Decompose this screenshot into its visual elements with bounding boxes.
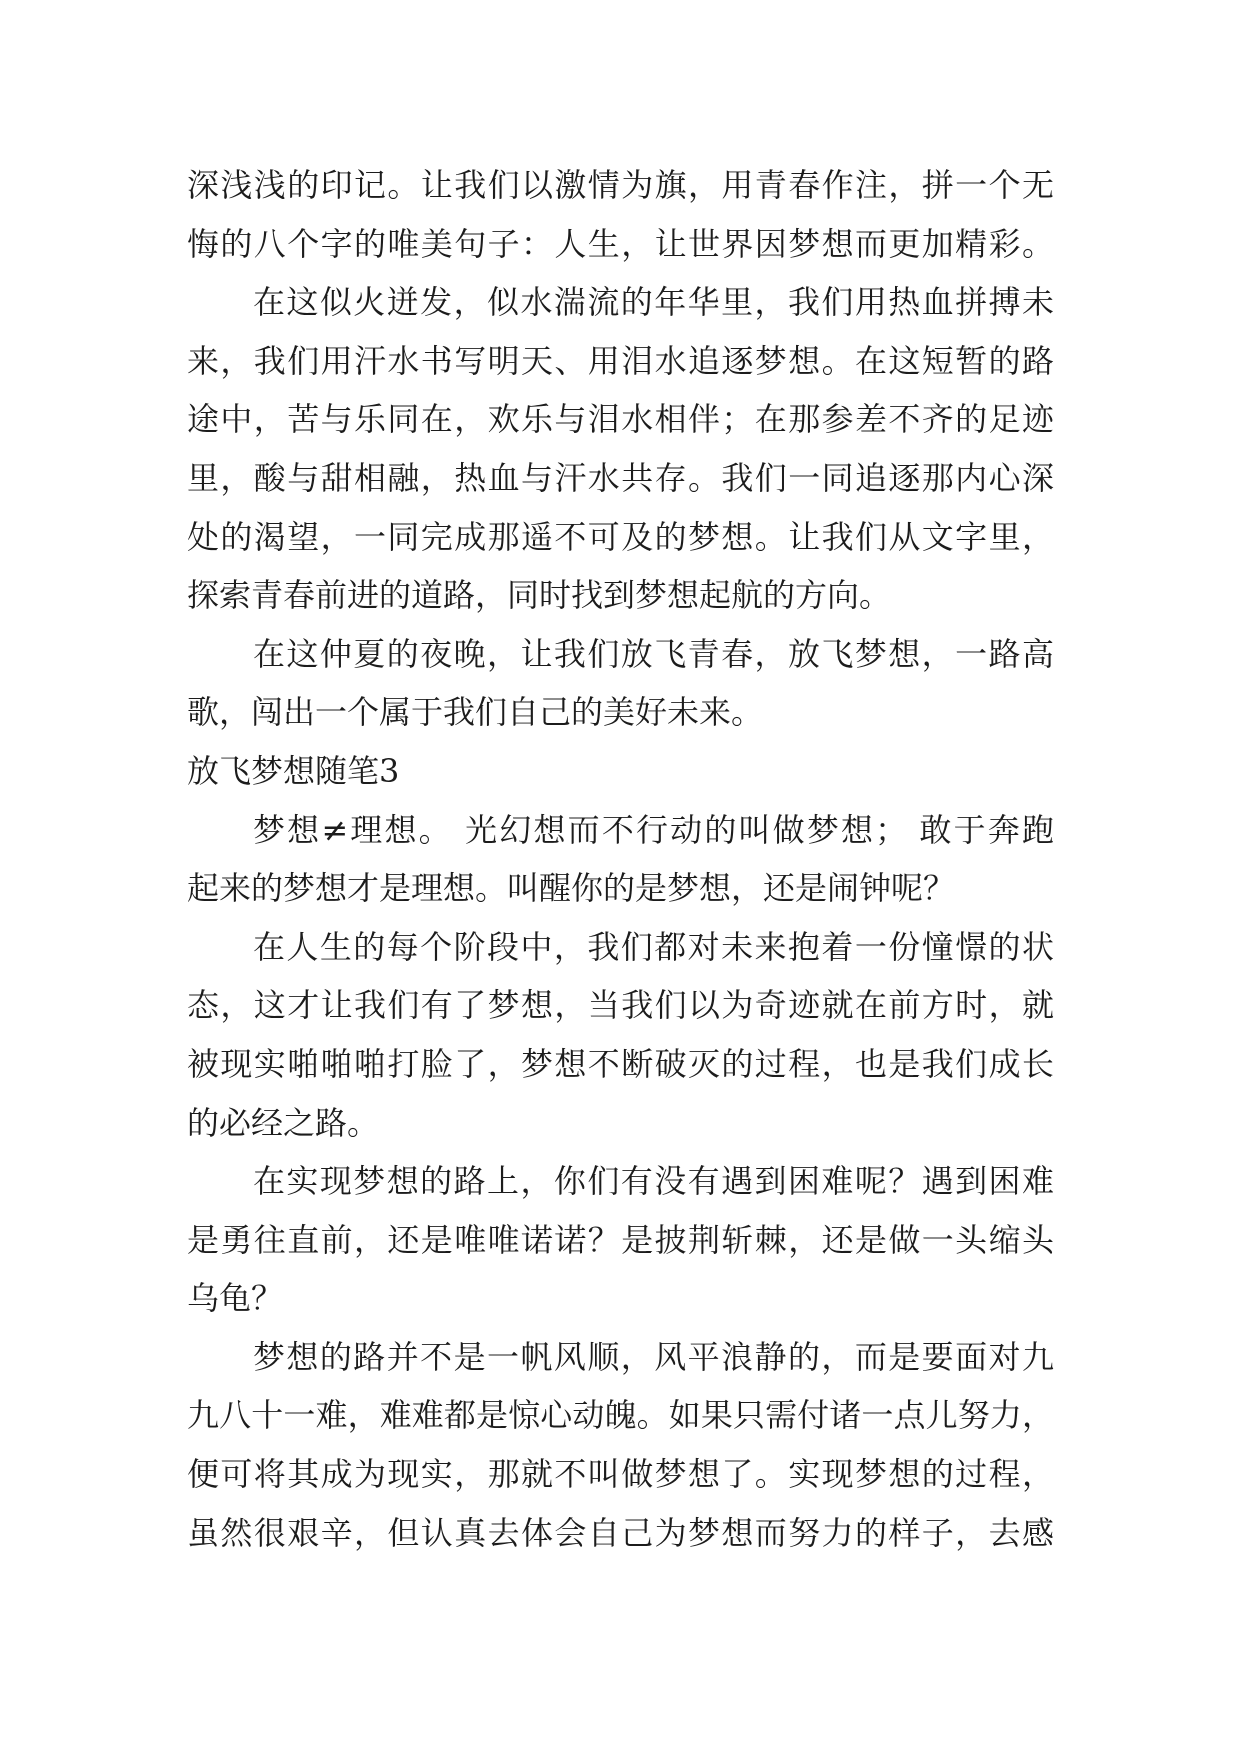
text-line: 来，我们用汗水书写明天、用泪水追逐梦想。在这短暂的路: [187, 341, 1054, 380]
text-line: 歌，闯出一个属于我们自己的美好未来。: [187, 693, 764, 732]
text-line: 在这仲夏的夜晚，让我们放飞青春，放飞梦想，一路高: [253, 634, 1054, 673]
paragraph: [187, 1328, 1054, 1562]
paragraph: [187, 273, 1054, 625]
text-line: 悔的八个字的唯美句子：人生，让世界因梦想而更加精彩。: [187, 224, 1054, 263]
text-line: 梦想的路并不是一帆风顺，风平浪静的，而是要面对九: [253, 1337, 1054, 1376]
text-line: 深浅浅的印记。让我们以激情为旗，用青春作注，拼一个无: [187, 166, 1054, 204]
text-line: 便可将其成为现实，那就不叫做梦想了。实现梦想的过程，: [187, 1455, 1054, 1494]
document-body: [187, 156, 1054, 1562]
text-line: 梦想≠理想。 光幻想而不行动的叫做梦想； 敢于奔跑: [253, 810, 1054, 849]
paragraph: [187, 625, 1054, 742]
text-line: 途中，苦与乐同在，欢乐与泪水相伴；在那参差不齐的足迹: [187, 400, 1054, 439]
text-line: 探索青春前进的道路，同时找到梦想起航的方向。: [187, 576, 892, 615]
text-line: 的必经之路。: [187, 1103, 380, 1142]
text-line: 起来的梦想才是理想。叫醒你的是梦想，还是闹钟呢？: [187, 869, 956, 908]
text-line: 里，酸与甜相融，热血与汗水共存。我们一同追逐那内心深: [187, 458, 1054, 497]
text-line: 在实现梦想的路上，你们有没有遇到困难呢？遇到困难: [253, 1162, 1054, 1201]
paragraph: [187, 156, 1054, 273]
text-line: 在人生的每个阶段中，我们都对未来抱着一份憧憬的状: [253, 927, 1054, 966]
paragraph: [187, 1152, 1054, 1328]
section-heading: 放飞梦想随笔3: [187, 751, 400, 790]
text-line: 是勇往直前，还是唯唯诺诺？是披荆斩棘，还是做一头缩头: [187, 1220, 1054, 1259]
text-line: 处的渴望，一同完成那遥不可及的梦想。让我们从文字里，: [187, 517, 1054, 556]
paragraph: [187, 918, 1054, 1152]
paragraph: [187, 801, 1054, 918]
text-line: 被现实啪啪啪打脸了，梦想不断破灭的过程，也是我们成长: [187, 1044, 1054, 1083]
text-line: 态，这才让我们有了梦想，当我们以为奇迹就在前方时，就: [187, 986, 1054, 1025]
text-line: 乌龟？: [187, 1279, 284, 1318]
text-line: 九八十一难，难难都是惊心动魄。如果只需付诸一点儿努力，: [187, 1396, 1054, 1435]
text-line: 虽然很艰辛，但认真去体会自己为梦想而努力的样子，去感: [187, 1513, 1054, 1552]
text-line: 在这似火迸发，似水湍流的年华里，我们用热血拼搏未: [253, 283, 1054, 322]
